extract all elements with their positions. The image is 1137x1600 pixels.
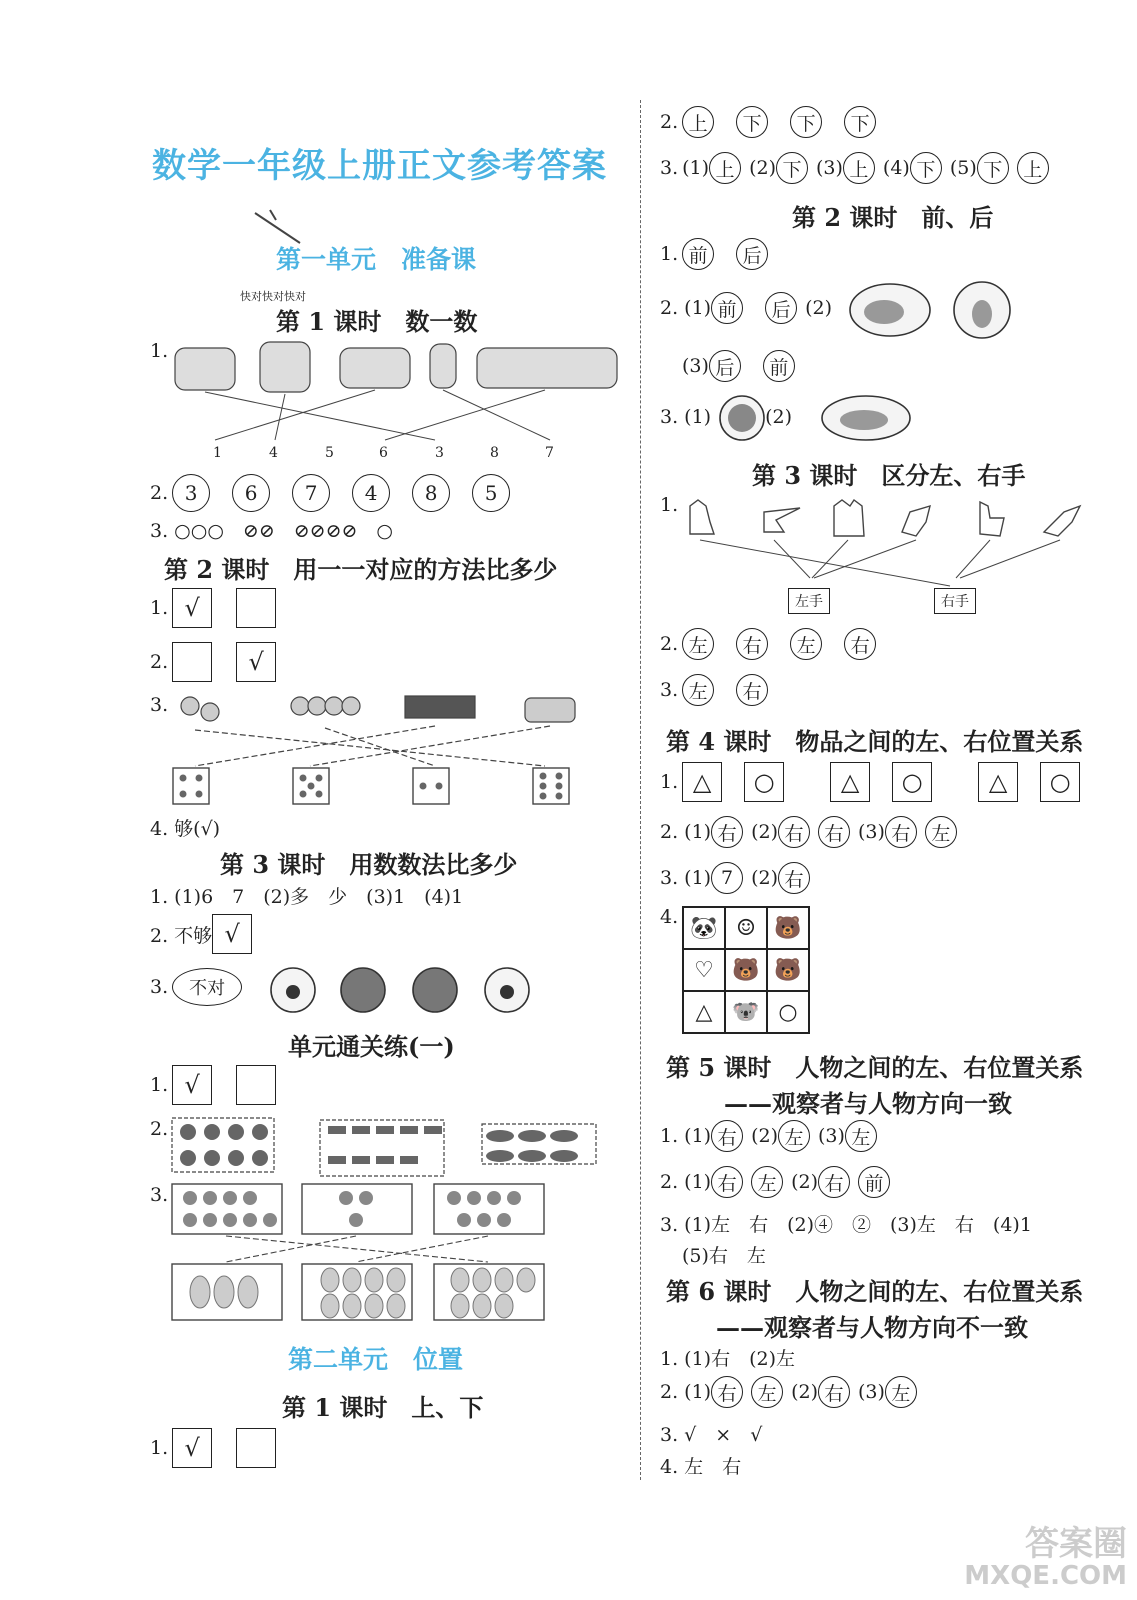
count-number: 1 <box>213 445 222 461</box>
u2-l3-title: 第 3 课时 区分左、右手 <box>752 461 1026 490</box>
u2-l5-q3a: 3. (1)左 右 (2)④ ② (3)左 右 (4)1 <box>660 1214 1032 1236</box>
answer-circle: 右 <box>844 628 876 660</box>
answer-circle: 右 <box>818 816 850 848</box>
answer-circle: 左 <box>682 628 714 660</box>
u2-l5-title: 第 5 课时 人物之间的左、右位置关系 <box>666 1053 1084 1082</box>
answer-circle: 右 <box>711 816 743 848</box>
count-number: 5 <box>325 445 334 461</box>
u2-l5-q3b: (5)右 左 <box>682 1245 766 1267</box>
answer-circle: 下 <box>736 106 768 138</box>
answer-circle: 右 <box>885 816 917 848</box>
u2-l4-title: 第 4 课时 物品之间的左、右位置关系 <box>666 727 1084 756</box>
u2-l3-q2: 2. 左 右 左 右 <box>660 628 884 660</box>
answer-circle: 左 <box>845 1120 877 1152</box>
answer-circle: 右 <box>736 628 768 660</box>
answer-circle: 7 <box>292 474 330 512</box>
answer-box <box>236 1065 276 1105</box>
u2-l6-subtitle: ——观察者与人物方向不一致 <box>716 1313 1028 1342</box>
u2-l6-q2: 2. (1) 右 左 (2) 右 (3) 左 <box>660 1376 925 1408</box>
answer-circle: 上 <box>709 152 741 184</box>
count-number: 4 <box>269 445 278 461</box>
u1-review-q1: 1. √ <box>150 1065 300 1105</box>
u2-l4-q1: 1. △ ○ △ ○ △ ○ <box>660 762 1080 802</box>
count-number: 3 <box>435 445 444 461</box>
answer-box: △ <box>682 762 722 802</box>
answer-circle: 下 <box>776 152 808 184</box>
answer-circle: 右 <box>736 674 768 706</box>
answer-box: √ <box>172 588 212 628</box>
hands-figure <box>680 492 1100 592</box>
answer-box: √ <box>172 1065 212 1105</box>
page-title: 数学一年级上册正文参考答案 <box>152 146 607 186</box>
right-hand-tag: 右手 <box>934 588 976 614</box>
u1-l2-q4: 4. 够(√) <box>150 818 221 840</box>
answer-box: √ <box>236 642 276 682</box>
grid-cell: 🐻 <box>767 907 809 949</box>
count-matching-figure <box>165 340 625 470</box>
answer-circle: 5 <box>472 474 510 512</box>
answer-circle: 左 <box>751 1376 783 1408</box>
answer-circle: 8 <box>412 474 450 512</box>
answer-box: ○ <box>892 762 932 802</box>
answer-circle: 前 <box>858 1166 890 1198</box>
grid-cell: △ <box>683 991 725 1033</box>
answer-box: △ <box>978 762 1018 802</box>
count-number: 7 <box>545 445 554 461</box>
answer-box: √ <box>172 1428 212 1468</box>
answer-box <box>172 642 212 682</box>
grid-cell: 🐻 <box>767 949 809 991</box>
watermark-url: MXQE.COM <box>964 1560 1127 1591</box>
u1-l2-q2: 2. √ <box>150 642 300 682</box>
grid-cell: 🐨 <box>725 991 767 1033</box>
answer-circle: 右 <box>711 1376 743 1408</box>
answer-circle: 右 <box>818 1376 850 1408</box>
answer-circle: 右 <box>778 816 810 848</box>
grid-cell: ♡ <box>683 949 725 991</box>
u2-l5-q1: 1. (1) 右 (2) 左 (3) 左 <box>660 1120 885 1152</box>
grid-cell: ○ <box>767 991 809 1033</box>
u2-l2-title: 第 2 课时 前、后 <box>792 203 994 232</box>
answer-circle: 右 <box>711 1166 743 1198</box>
answer-circle: 3 <box>172 474 210 512</box>
u2-l2-q3: 3. (1) (2) <box>660 406 793 428</box>
balls-figure <box>265 962 545 1018</box>
answer-oval: 不对 <box>172 968 242 1006</box>
position-grid <box>682 906 810 1034</box>
u2-l1-q1: 1. √ <box>150 1428 300 1468</box>
u2-l5-subtitle: ——观察者与人物方向一致 <box>724 1089 1012 1118</box>
answer-box: △ <box>830 762 870 802</box>
left-hand-tag: 左手 <box>788 588 830 614</box>
answer-circle: 后 <box>736 238 768 270</box>
answer-circle: 左 <box>925 816 957 848</box>
u2-l3-q1-num: 1. <box>660 494 679 516</box>
answer-circle: 上 <box>1017 152 1049 184</box>
column-divider <box>640 100 641 1480</box>
u1-l1-title: 第 1 课时 数一数 <box>276 307 478 336</box>
answer-circle: 左 <box>885 1376 917 1408</box>
answer-circle: 上 <box>843 152 875 184</box>
answer-circle: 4 <box>352 474 390 512</box>
candy-dice-matching-figure <box>165 690 585 810</box>
count-number: 6 <box>379 445 388 461</box>
u2-l2-q2-c: (3) 后 前 <box>682 350 803 382</box>
u2-l4-q3: 3. (1) 7 (2) 右 <box>660 862 818 894</box>
answer-box <box>236 1428 276 1468</box>
u2-l4-q2: 2. (1) 右 (2) 右 右 (3) 右 左 <box>660 816 965 848</box>
answer-circle: 7 <box>711 862 743 894</box>
answer-box: √ <box>212 914 252 954</box>
answer-circle: 右 <box>818 1166 850 1198</box>
u2-l1-q2: 2. 上 下 下 下 <box>660 106 884 138</box>
answer-circle: 右 <box>711 1120 743 1152</box>
u2-l1-title: 第 1 课时 上、下 <box>282 1393 484 1422</box>
food-groups-figure <box>170 1116 600 1178</box>
u1-review-q2-num: 2. <box>150 1118 169 1140</box>
answer-circle: 右 <box>778 862 810 894</box>
answer-circle: 下 <box>910 152 942 184</box>
grid-cell: ☺ <box>725 907 767 949</box>
answer-box <box>236 588 276 628</box>
u1-review-title: 单元通关练(一) <box>288 1032 455 1061</box>
grid-cell: 🐼 <box>683 907 725 949</box>
u1-l2-q3-num: 3. <box>150 694 169 716</box>
answer-circle: 后 <box>765 292 797 324</box>
answer-circle: 上 <box>682 106 714 138</box>
u1-l3-q3: 3. 不对 <box>150 968 272 1006</box>
cat-rabbit-circles <box>848 280 1018 342</box>
answer-circle: 6 <box>232 474 270 512</box>
unit1-title: 第一单元 准备课 <box>276 245 477 274</box>
u2-l5-q2: 2. (1) 右 左 (2) 右 前 <box>660 1166 898 1198</box>
answer-circle: 左 <box>682 674 714 706</box>
u1-l3-title: 第 3 课时 用数数法比多少 <box>220 850 518 879</box>
u1-l1-q3: 3. ○○○ ⊘⊘ ⊘⊘⊘⊘ ○ <box>150 520 394 542</box>
answer-circle: 左 <box>778 1120 810 1152</box>
doodle-text: 快对快对快对 <box>240 290 306 303</box>
answer-circle: 下 <box>977 152 1009 184</box>
ball-cat-circles <box>714 392 914 442</box>
unit2-title: 第二单元 位置 <box>288 1345 464 1374</box>
pen-doodle <box>250 208 310 248</box>
watermark-logo-text: 答案圈 <box>1025 1524 1127 1565</box>
u1-l2-q1: 1. √ <box>150 588 300 628</box>
answer-circle: 后 <box>709 350 741 382</box>
answer-box: ○ <box>744 762 784 802</box>
u2-l3-q3: 3. 左 右 <box>660 674 776 706</box>
count-number: 8 <box>490 445 499 461</box>
u1-l3-q2: 2. 不够 √ <box>150 914 276 954</box>
answer-circle: 前 <box>711 292 743 324</box>
watermark <box>964 1524 1127 1591</box>
u2-l1-q3: 3. (1) 上 (2) 下 (3) 上 (4) 下 (5) 下 上 <box>660 152 1057 184</box>
u2-l2-q2: 2. (1) 前 后 (2) <box>660 292 832 324</box>
answer-circle: 左 <box>751 1166 783 1198</box>
answer-circle: 下 <box>790 106 822 138</box>
u2-l6-q3: 3. √ × √ <box>660 1424 763 1446</box>
u1-l1-q2: 2. 3 6 7 4 8 5 <box>150 474 518 512</box>
monkey-banana-matching-figure <box>170 1182 550 1322</box>
u2-l4-q4-num: 4. <box>660 906 679 928</box>
u1-review-q3-num: 3. <box>150 1184 169 1206</box>
answer-circle: 前 <box>763 350 795 382</box>
u1-l1-q1-num: 1. <box>150 340 169 362</box>
u2-l2-q1: 1. 前 后 <box>660 238 776 270</box>
answer-circle: 前 <box>682 238 714 270</box>
u2-l6-q4: 4. 左 右 <box>660 1456 742 1478</box>
u1-l3-q1: 1. (1)6 7 (2)多 少 (3)1 (4)1 <box>150 886 464 908</box>
answer-circle: 下 <box>844 106 876 138</box>
grid-cell: 🐻 <box>725 949 767 991</box>
u2-l6-q1: 1. (1)右 (2)左 <box>660 1348 795 1370</box>
answer-box: ○ <box>1040 762 1080 802</box>
u1-l2-title: 第 2 课时 用一一对应的方法比多少 <box>164 555 558 584</box>
answer-circle: 左 <box>790 628 822 660</box>
u2-l6-title: 第 6 课时 人物之间的左、右位置关系 <box>666 1277 1084 1306</box>
